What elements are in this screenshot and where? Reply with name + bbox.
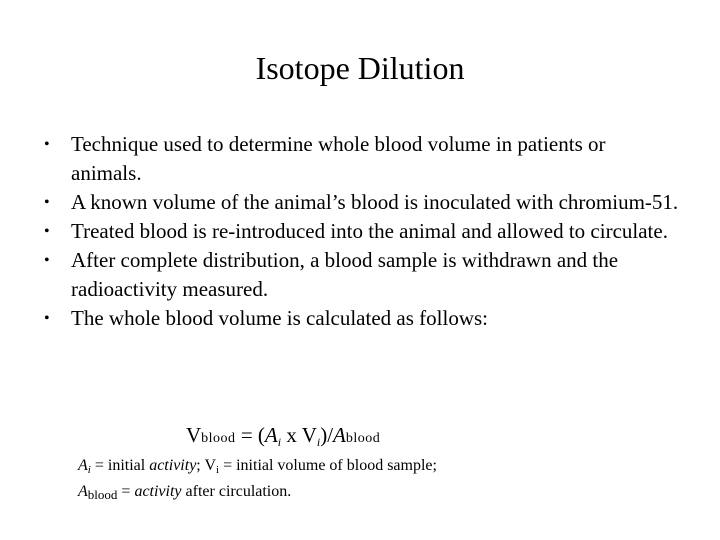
bullet-item [40, 130, 680, 188]
blood-volume-formula [186, 421, 380, 453]
formula-legend-line-2 [78, 481, 291, 503]
bullet-text: Treated blood is re-introduced into the animal and allowed to circulate. [71, 219, 668, 243]
formula-v-subscript: blood [201, 431, 236, 446]
legend-ablood-definition: after circulation. [181, 483, 292, 500]
legend-vi-definition: = initial volume of blood sample; [219, 457, 437, 474]
bullet-icon: • [44, 194, 50, 211]
bullet-icon: • [44, 136, 50, 153]
formula-times: x V [281, 423, 317, 447]
slide-title: Isotope Dilution [255, 50, 465, 86]
legend-ablood-subscript: blood [87, 487, 118, 502]
bullet-list [40, 130, 680, 333]
formula-ai-subscript: i [277, 435, 282, 449]
legend-ai-symbol: A [78, 457, 88, 474]
legend-vi-text: ; V [196, 457, 217, 474]
formula-legend-line-1 [78, 455, 437, 478]
formula-ablood-subscript: blood [345, 431, 381, 446]
legend-ablood-equals: = [117, 483, 135, 500]
bullet-text: A known volume of the animal’s blood is inoculated with chromium-51. [71, 190, 679, 214]
legend-ai-subscript: i [87, 464, 91, 476]
formula-equals: = ( [235, 423, 265, 447]
bullet-item [40, 304, 680, 333]
bullet-text: Technique used to determine whole blood volume in patients or animals. [71, 132, 606, 185]
legend-vi-subscript: i [216, 464, 220, 476]
legend-activity-word: activity [134, 483, 182, 500]
formula-v-symbol: V [186, 423, 202, 447]
legend-ablood-symbol: A [78, 483, 88, 500]
formula-vi-subscript: i [316, 435, 321, 449]
legend-activity-word: activity [149, 457, 197, 474]
bullet-item [40, 217, 680, 246]
formula-ablood-symbol: A [333, 423, 346, 447]
bullet-item [40, 246, 680, 304]
bullet-text: After complete distribution, a blood sample is withdrawn and the radioactivity measured. [71, 248, 619, 301]
legend-ai-equals: = initial [90, 457, 150, 474]
formula-close-div: )/ [320, 423, 334, 447]
bullet-icon: • [44, 252, 50, 269]
bullet-text: The whole blood volume is calculated as follows: [71, 306, 488, 330]
bullet-icon: • [44, 310, 50, 327]
bullet-item [40, 188, 680, 217]
bullet-icon: • [44, 223, 50, 240]
formula-ai-symbol: A [264, 423, 278, 447]
